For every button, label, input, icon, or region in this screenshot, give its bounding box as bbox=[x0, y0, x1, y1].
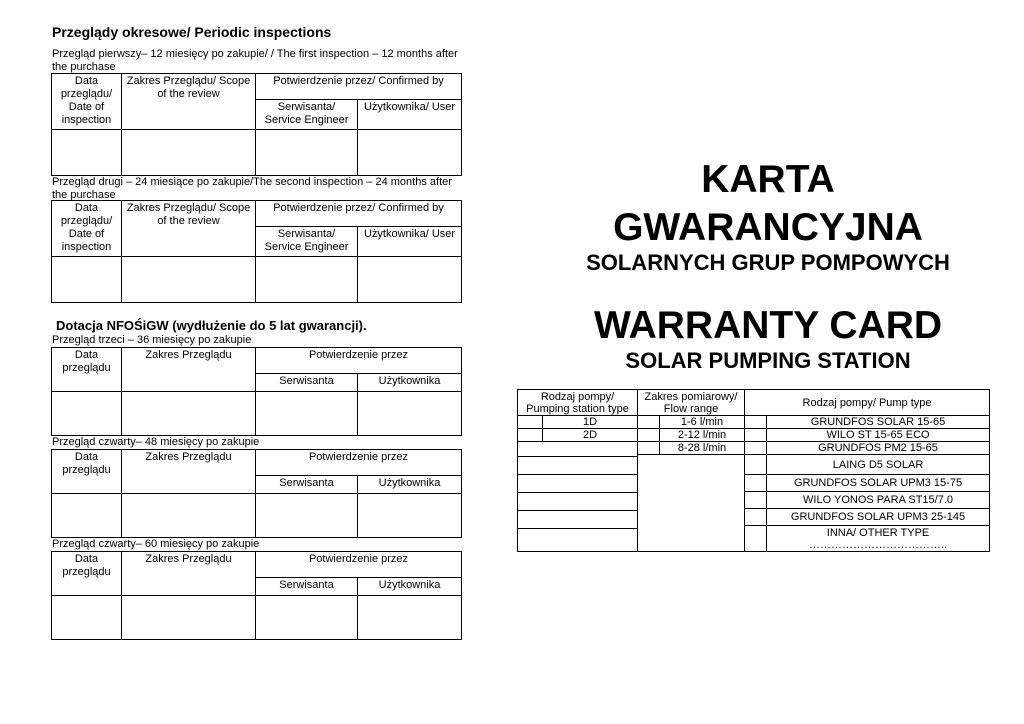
date-header: Data przeglądu/ Date of inspection bbox=[52, 74, 122, 130]
engineer-cell[interactable] bbox=[256, 130, 358, 176]
scope-cell[interactable] bbox=[122, 130, 256, 176]
checkbox-cell[interactable] bbox=[745, 475, 767, 492]
pump-type-other-dots: ……………………………….. bbox=[808, 538, 948, 551]
pump-type-7: GRUNDFOS SOLAR UPM3 25-145 bbox=[767, 509, 990, 526]
inspection-1-caption: Przegląd pierwszy– 12 miesięcy po zakupie/ / The first inspection – 12 months after the purchase bbox=[52, 48, 458, 73]
user-header: Użytkownika bbox=[358, 476, 462, 494]
flow-range-header: Zakres pomiarowy/ Flow range bbox=[638, 390, 745, 416]
scope-header: Zakres Przeglądu bbox=[122, 450, 256, 494]
scope-header: Zakres Przeglądu bbox=[122, 552, 256, 596]
inspection-5-table bbox=[51, 551, 462, 640]
inspections-title: Przeglądy okresowe/ Periodic inspections bbox=[52, 24, 332, 40]
pump-type-5: GRUNDFOS SOLAR UPM3 15-75 bbox=[767, 475, 990, 492]
empty-cell bbox=[638, 455, 745, 552]
pump-type-4: LAING D5 SOLAR bbox=[767, 455, 990, 475]
date-header: Data przeglądu bbox=[52, 348, 122, 392]
checkbox-cell[interactable] bbox=[745, 492, 767, 509]
pump-type-6: WILO YONOS PARA ST15/7.0 bbox=[767, 492, 990, 509]
user-header: Użytkownika/ User bbox=[358, 227, 462, 257]
date-header: Data przeglądu bbox=[52, 450, 122, 494]
engineer-header: Serwisanta/ Service Engineer bbox=[256, 227, 358, 257]
date-cell[interactable] bbox=[52, 130, 122, 176]
engineer-cell[interactable] bbox=[256, 392, 358, 436]
station-type-header: Rodzaj pompy/ Pumping station type bbox=[518, 390, 638, 416]
user-cell[interactable] bbox=[358, 494, 462, 538]
inspection-5-caption: Przegląd czwarty– 60 miesięcy po zakupie bbox=[52, 538, 260, 550]
scope-cell[interactable] bbox=[122, 257, 256, 303]
inspection-3-table bbox=[51, 347, 462, 436]
title-subtitle-en: SOLAR PUMPING STATION bbox=[625, 348, 911, 373]
checkbox-cell[interactable] bbox=[638, 442, 660, 455]
user-cell[interactable] bbox=[358, 596, 462, 640]
scope-cell[interactable] bbox=[122, 494, 256, 538]
scope-header: Zakres Przeglądu bbox=[122, 348, 256, 392]
date-cell[interactable] bbox=[52, 596, 122, 640]
pump-type-table bbox=[517, 389, 990, 552]
inspection-2-table bbox=[51, 200, 462, 303]
engineer-cell[interactable] bbox=[256, 596, 358, 640]
inspection-3-caption: Przegląd trzeci – 36 miesięcy po zakupie bbox=[52, 334, 252, 346]
checkbox-cell[interactable] bbox=[745, 526, 767, 552]
title-karta: KARTA bbox=[701, 158, 835, 201]
pump-type-other[interactable] bbox=[767, 526, 990, 552]
pump-type-other-label: INNA/ OTHER TYPE bbox=[826, 526, 930, 539]
user-cell[interactable] bbox=[358, 392, 462, 436]
engineer-header: Serwisanta bbox=[256, 476, 358, 494]
confirm-header: Potwierdzenie przez/ Confirmed by bbox=[256, 201, 462, 227]
user-header: Użytkownika bbox=[358, 578, 462, 596]
confirm-header: Potwierdzenie przez bbox=[256, 450, 462, 476]
user-header: Użytkownika bbox=[358, 374, 462, 392]
date-header: Data przeglądu/ Date of inspection bbox=[52, 201, 122, 257]
engineer-header: Serwisanta bbox=[256, 374, 358, 392]
date-cell[interactable] bbox=[52, 257, 122, 303]
confirm-header: Potwierdzenie przez/ Confirmed by bbox=[256, 74, 462, 100]
pump-type-2: WILO ST 15-65 ECO bbox=[767, 429, 990, 442]
station-type-2d: 2D bbox=[543, 429, 638, 442]
checkbox-cell[interactable] bbox=[638, 429, 660, 442]
scope-header: Zakres Przeglądu/ Scope of the review bbox=[122, 74, 256, 130]
engineer-cell[interactable] bbox=[256, 494, 358, 538]
confirm-header: Potwierdzenie przez bbox=[256, 552, 462, 578]
checkbox-cell[interactable] bbox=[745, 509, 767, 526]
flow-range-3: 8-28 l/min bbox=[660, 442, 745, 455]
inspection-2-caption: Przegląd drugi – 24 miesiące po zakupie/The second inspection – 24 months after the purchase bbox=[52, 176, 452, 201]
inspection-4-caption: Przegląd czwarty– 48 miesięcy po zakupie bbox=[52, 436, 260, 448]
checkbox-cell[interactable] bbox=[745, 416, 767, 429]
checkbox-cell[interactable] bbox=[638, 416, 660, 429]
station-type-1d: 1D bbox=[543, 416, 638, 429]
pump-type-header: Rodzaj pompy/ Pump type bbox=[745, 390, 990, 416]
scope-cell[interactable] bbox=[122, 596, 256, 640]
empty-cell bbox=[518, 442, 638, 552]
engineer-header: Serwisanta bbox=[256, 578, 358, 596]
scope-header: Zakres Przeglądu/ Scope of the review bbox=[122, 201, 256, 257]
checkbox-cell[interactable] bbox=[745, 429, 767, 442]
date-header: Data przeglądu bbox=[52, 552, 122, 596]
checkbox-cell[interactable] bbox=[745, 455, 767, 475]
pump-type-3: GRUNDFOS PM2 15-65 bbox=[767, 442, 990, 455]
inspection-4-table bbox=[51, 449, 462, 538]
date-cell[interactable] bbox=[52, 392, 122, 436]
inspection-1-table bbox=[51, 73, 462, 176]
engineer-header: Serwisanta/ Service Engineer bbox=[256, 100, 358, 130]
pump-type-1: GRUNDFOS SOLAR 15-65 bbox=[767, 416, 990, 429]
flow-range-1: 1-6 l/min bbox=[660, 416, 745, 429]
title-subtitle-pl: SOLARNYCH GRUP POMPOWYCH bbox=[586, 250, 950, 275]
engineer-cell[interactable] bbox=[256, 257, 358, 303]
checkbox-cell[interactable] bbox=[518, 429, 543, 442]
checkbox-cell[interactable] bbox=[745, 442, 767, 455]
date-cell[interactable] bbox=[52, 494, 122, 538]
subsidy-subtitle: Dotacja NFOŚiGW (wydłużenie do 5 lat gwarancji). bbox=[56, 318, 367, 333]
confirm-header: Potwierdzenie przez bbox=[256, 348, 462, 374]
user-cell[interactable] bbox=[358, 130, 462, 176]
scope-cell[interactable] bbox=[122, 392, 256, 436]
user-header: Użytkownika/ User bbox=[358, 100, 462, 130]
title-gwarancyjna: GWARANCYJNA bbox=[613, 206, 923, 249]
title-warranty-card: WARRANTY CARD bbox=[593, 304, 943, 347]
user-cell[interactable] bbox=[358, 257, 462, 303]
flow-range-2: 2-12 l/min bbox=[660, 429, 745, 442]
checkbox-cell[interactable] bbox=[518, 416, 543, 429]
